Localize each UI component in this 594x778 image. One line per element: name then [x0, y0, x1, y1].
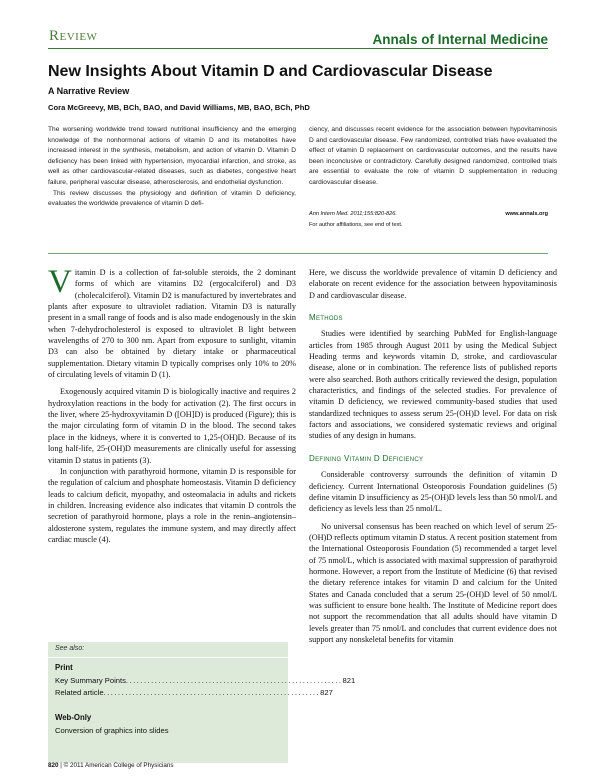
see-also-heading: See also: — [55, 645, 85, 652]
abstract-paragraph: This review discusses the physiology and definition of vitamin D deficiency, evaluates the worldwide prevalence of vitamin D defi- — [48, 189, 296, 208]
body-paragraph: Studies were identified by searching PubMed for English-language articles from 1985 through August 2011 by using the Medical Subject Heading terms and keywords vitamin D, stroke, and cardiovascular disease, alone or in combination. The reference lists of published reports were also searched. Both authors critically reviewed the design, population characteristics, and findings of the selected studies. For prevalence of vitamin D deficiency, we reviewed community-based studies that used standardized techniques to assess serum 25-(OH)D level. For data on risk factors and associations, we considered systematic reviews and original studies of any design in humans. — [309, 329, 557, 441]
abstract-rule — [48, 253, 548, 254]
body-right-column — [309, 267, 557, 645]
see-also-item[interactable]: Related article ............................................................ 827 — [55, 688, 333, 697]
abstract-left — [48, 125, 296, 210]
body-paragraph: Considerable controversy surrounds the definition of vitamin D deficiency. Current International Osteoporosis Foundation guidelines (5) define vitamin D insufficiency as 25-(OH)D levels less than 50 nmol/L and deficiency as levels less than 25 nmol/L. — [309, 470, 557, 514]
section-heading: Defining Vitamin D Deficiency — [309, 453, 424, 463]
separator: | — [60, 762, 62, 769]
body-paragraph: Vitamin D is a collection of fat-soluble steroids, the 2 dominant forms of which are vitamins D2 (ergocalciferol) and D3 (cholecalciferol). Vitamin D2 is manufactured by invertebrates and plants after exposure to ultraviolet radiation. Vitamin D3 is naturally present in a small range of foods and is also made endogenously in the skin when 7-dehydrocholesterol is exposed to ultraviolet B light between wavelengths of 270 to 300 nm. Apart from exposure to sunlight, vitamin D3 can also be obtained by dietary intake or pharmaceutical supplementation. Dietary vitamin D typically comprises only 10% to 20% of circulating levels of vitamin D (1). — [48, 264, 296, 380]
website-link[interactable]: www.annals.org — [505, 211, 548, 217]
body-paragraph: Exogenously acquired vitamin D is biologically inactive and requires 2 hydroxylation reactions in the body for activation (2). The first occurs in the liver, where 25-hydroxyvitamin D ([OH]D) is produced (Figure); this is the major circulating form of vitamin D in the blood. The second takes place in the kidneys, where it is converted to 1,25-(OH)D. Because of its long half-life, 25-(OH)D measurements are clinically useful for assessing vitamin D status in patients (3). — [48, 387, 296, 465]
abstract-paragraph: ciency, and discusses recent evidence for the association between hypovitaminosis D and cardiovascular disease. Few randomized, controlled trials have evaluated the effect of vitamin D replacement on cardiovascular outcomes, and the results have been inconclusive or contradictory. Carefully designed randomized, controlled trials are essential to evaluate the role of vitamin D supplementation in reducing cardiovascular disease. — [309, 126, 557, 186]
citation: Ann Intern Med. 2011;155:820-826. — [309, 211, 397, 217]
article-subtitle: A Narrative Review — [48, 86, 130, 96]
page-number: 820 — [48, 762, 59, 769]
body-paragraph: Here, we discuss the worldwide prevalence of vitamin D deficiency and elaborate on recent evidence for the association between hypovitaminosis D and cardiovascular disease. — [309, 268, 557, 300]
divider — [48, 657, 288, 658]
body-paragraph: In conjunction with parathyroid hormone, vitamin D is responsible for the regulation of calcium and phosphate homeostasis. Vitamin D deficiency leads to calcium deficit, myopathy, and osteomalacia in adults and rickets in children. Increasing evidence also indicates that vitamin D controls the secretion of parathyroid hormone, plays a role in the renin–angiotensin–aldosterone system, regulates the immune system, and may directly affect cardiac muscle (4). — [48, 466, 296, 544]
abstract-right — [309, 125, 557, 189]
see-also-item[interactable]: Key Summary Points ............................................................ 821 — [55, 676, 356, 685]
web-only-label: Web-Only — [55, 713, 92, 722]
affiliations-note: For author affiliations, see end of text. — [309, 222, 403, 228]
journal-name: Annals of Internal Medicine — [372, 32, 548, 47]
abstract-paragraph: The worsening worldwide trend toward nutritional insufficiency and the emerging knowledge of the nonhormonal actions of vitamin D and its metabolites have increased interest in the synthesis, metabolism, and action of vitamin D. Vitamin D deficiency has been linked with hypertension, myocardial infarction, and stroke, as well as other cardiovascular-related diseases, such as diabetes, congestive heart failure, peripheral vascular disease, atherosclerosis, and endothelial dysfunction. — [48, 126, 296, 186]
print-label: Print — [55, 663, 73, 672]
see-also-box — [48, 642, 356, 763]
body-left-column — [48, 264, 296, 545]
methods-heading: Methods — [309, 313, 343, 323]
drop-cap: V — [48, 264, 72, 300]
body-paragraph: No universal consensus has been reached on which level of serum 25-(OH)D reflects optimum vitamin D status. A recent position statement from the International Osteoporosis Foundation (5) recommended a target level of 75 nmol/L, which is associated with maximal suppression of parathyroid hormone. However, a report from the Institute of Medicine (6) that revised the dietary reference intakes for vitamin D and calcium for the United States and Canada concluded that a serum 25-(OH)D level of 50 nmol/L was sufficient to ensure bone health. The Institute of Medicine report does not support the recommendation that all adults should have vitamin D levels greater than 75 nmol/L and concludes that current evidence does not support any nonskeletal benefits for vitamin — [309, 521, 557, 644]
copyright: © 2011 American College of Physicians — [63, 762, 174, 769]
section-label: Review — [49, 28, 98, 44]
header-rule — [48, 48, 548, 49]
article-authors: Cora McGreevy, MB, BCh, BAO, and David Williams, MB, BAO, BCh, PhD — [48, 103, 310, 112]
article-title: New Insights About Vitamin D and Cardiovascular Disease — [48, 63, 493, 80]
web-only-item[interactable]: Conversion of graphics into slides — [55, 726, 169, 735]
page-footer — [48, 762, 174, 769]
